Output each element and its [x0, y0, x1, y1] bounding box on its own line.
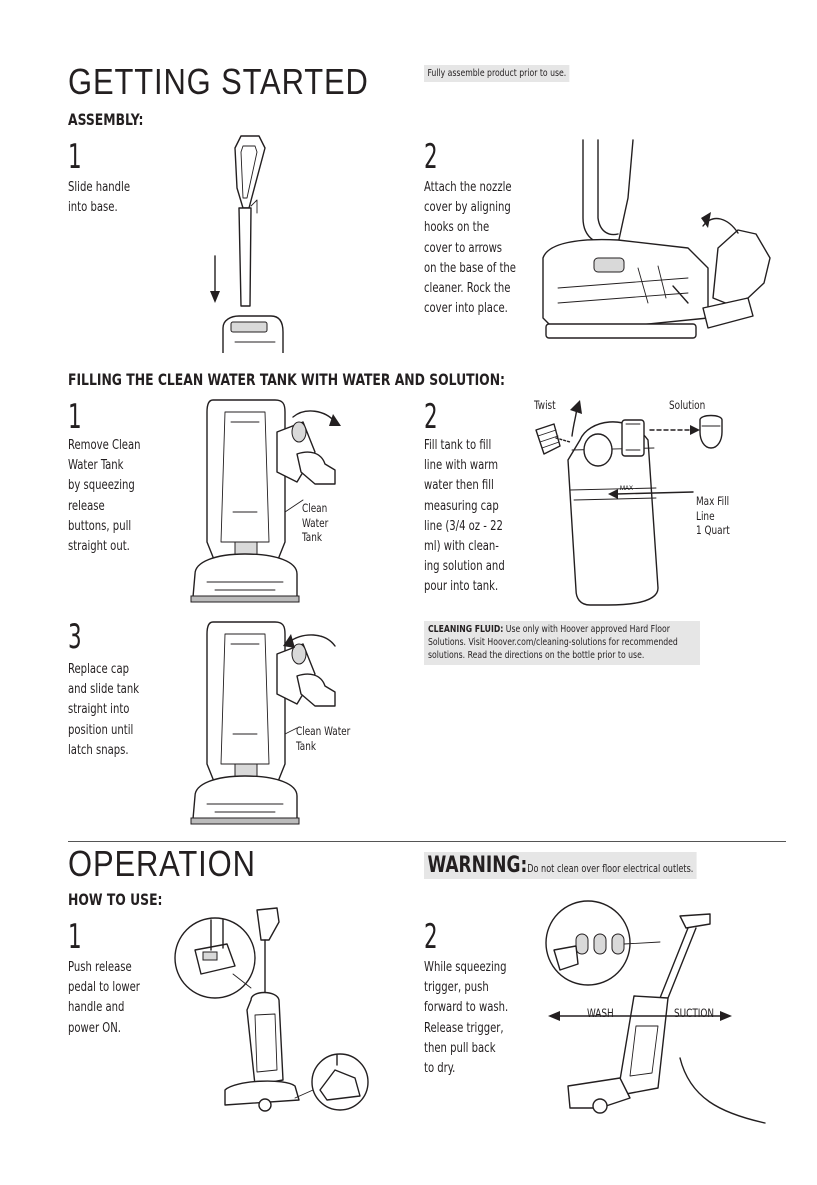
section-divider	[68, 841, 786, 842]
filling-step3-number: 3	[68, 617, 82, 657]
max-fill-line-label: Max Fill Line 1 Quart	[696, 494, 730, 537]
replace-tank-illustration	[185, 614, 355, 830]
wash-label: WASH	[587, 1006, 614, 1020]
operation-title: OPERATION	[68, 843, 256, 884]
suction-label: SUCTION	[674, 1006, 715, 1020]
assembly-step1-number: 1	[68, 137, 82, 177]
assembly-step2-text: Attach the nozzle cover by aligning hooks on the cover to arrows on the base of the cleaner. Rock the cover into place.	[424, 180, 516, 317]
clean-water-tank-label-2: Clean Water Tank	[296, 724, 351, 753]
filling-step1-number: 1	[68, 397, 82, 437]
operation-step2-number: 2	[424, 917, 438, 957]
filling-step1-text: Remove Clean Water Tank by squeezing release buttons, pull straight out.	[68, 438, 141, 555]
assembly-step2-number: 2	[424, 137, 438, 177]
filling-step2-number: 2	[424, 397, 438, 437]
assembly-step1-text: Slide handle into base.	[68, 180, 131, 216]
wash-suction-illustration	[540, 898, 780, 1128]
nozzle-cover-illustration	[538, 138, 788, 348]
assemble-note: Fully assemble product prior to use.	[424, 65, 570, 82]
max-fill-mark: MAX	[620, 486, 634, 492]
filling-heading: FILLING THE CLEAN WATER TANK WITH WATER AND SOLUTION:	[68, 370, 506, 389]
cleaning-fluid-line1: Use only with Hoover approved Hard Floor	[503, 624, 670, 635]
getting-started-title: GETTING STARTED	[68, 61, 369, 102]
operation-step1-text: Push release pedal to lower handle and power ON.	[68, 960, 140, 1036]
cleaning-fluid-line3: solutions. Read the directions on the bottle prior to use.	[428, 650, 645, 661]
operation-step1-number: 1	[68, 917, 82, 957]
how-to-use-heading: HOW TO USE:	[68, 890, 163, 909]
clean-water-tank-label: Clean Water Tank	[302, 501, 329, 544]
handle-into-base-illustration	[195, 128, 295, 353]
filling-step2-text: Fill tank to fill line with warm water then fill measuring cap line (3/4 oz - 22 ml) with clean- ing solution and pour into tank.	[424, 438, 505, 595]
warning-box	[424, 852, 697, 879]
warning-label: WARNING:	[427, 853, 528, 878]
assembly-heading: ASSEMBLY:	[68, 110, 144, 129]
cleaning-fluid-line2: Solutions. Visit Hoover.com/cleaning-solutions for recommended	[428, 637, 678, 648]
warning-text: Do not clean over floor electrical outlets.	[527, 863, 694, 875]
operation-step2-text: While squeezing trigger, push forward to wash. Release trigger, then pull back to dry.	[424, 960, 509, 1077]
cleaning-fluid-label: CLEANING FLUID:	[428, 624, 504, 635]
twist-label: Twist	[534, 398, 556, 412]
filling-step3-text: Replace cap and slide tank straight into position until latch snaps.	[68, 662, 140, 758]
remove-tank-illustration	[185, 392, 355, 607]
cleaning-fluid-note	[424, 621, 700, 665]
solution-label: Solution	[669, 398, 706, 412]
release-pedal-illustration	[165, 900, 370, 1115]
